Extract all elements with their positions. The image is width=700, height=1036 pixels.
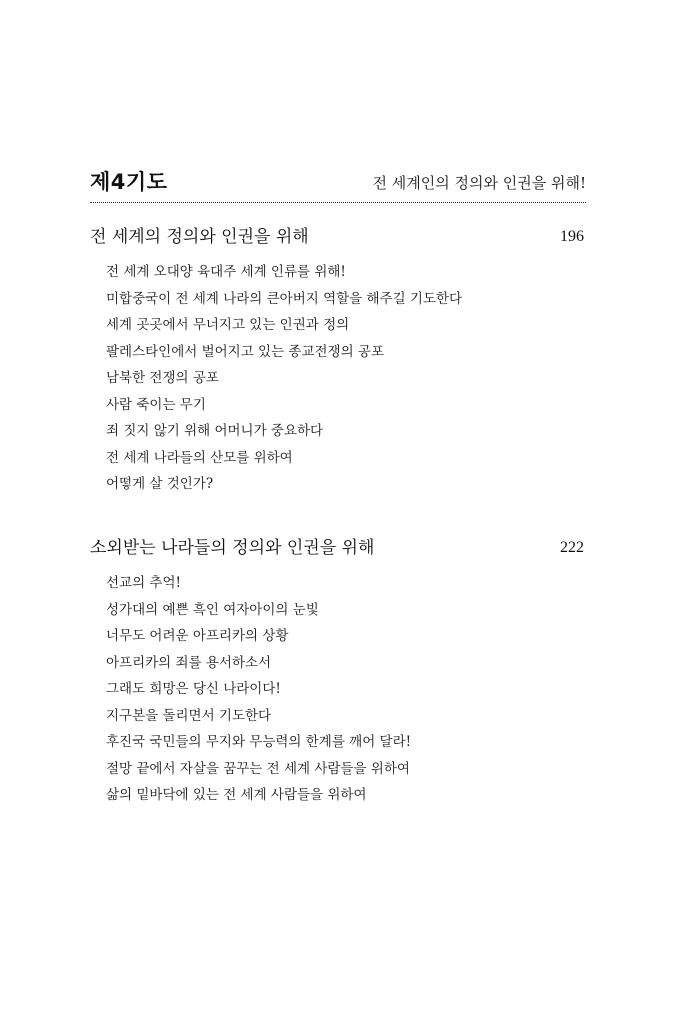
section-heading xyxy=(90,224,584,252)
section-page-number: 222 xyxy=(560,539,584,556)
toc-entry: 후진국 국민들의 무지와 무능력의 한계를 깨어 달라! xyxy=(106,734,412,750)
toc-section xyxy=(90,535,584,809)
toc-entry: 남북한 전쟁의 공포 xyxy=(106,370,219,386)
toc-entry: 전 세계 오대양 육대주 세계 인류를 위해! xyxy=(106,264,346,280)
toc-entry: 미합중국이 전 세계 나라의 큰아버지 역할을 해주길 기도한다 xyxy=(106,290,463,307)
entry-list xyxy=(90,259,584,498)
toc-entry: 아프리카의 죄를 용서하소서 xyxy=(106,654,272,671)
chapter-number: 제4기도 xyxy=(90,170,168,194)
toc-entry: 죄 짓지 않기 위해 어머니가 중요하다 xyxy=(106,423,324,439)
section-title: 전 세계의 정의와 인권을 위해 xyxy=(90,227,309,247)
section-heading xyxy=(90,535,584,563)
toc-entry: 지구본을 돌리면서 기도한다 xyxy=(106,707,272,724)
toc-entry: 그래도 희망은 당신 나라이다! xyxy=(106,681,281,697)
toc-entry: 세계 곳곳에서 무너지고 있는 인권과 정의 xyxy=(106,317,350,333)
toc-entry: 너무도 어려운 아프리카의 상황 xyxy=(106,628,289,644)
section-title: 소외받는 나라들의 정의와 인권을 위해 xyxy=(90,538,375,558)
toc-entry: 삶의 밑바닥에 있는 전 세계 사람들을 위하여 xyxy=(106,787,367,803)
entry-list xyxy=(90,570,584,809)
section-page-number: 196 xyxy=(560,228,584,245)
toc-entry: 전 세계 나라들의 산모를 위하여 xyxy=(106,449,293,466)
toc-entry: 팔레스타인에서 벌어지고 있는 종교전쟁의 공포 xyxy=(106,343,384,360)
toc-entry: 절망 끝에서 자살을 꿈꾸는 전 세계 사람들을 위하여 xyxy=(106,760,410,777)
toc-entry: 어떻게 살 것인가? xyxy=(106,476,214,492)
toc-entry: 선교의 추억! xyxy=(106,575,181,591)
chapter-title: 전 세계인의 정의와 인권을 위해! xyxy=(372,174,586,192)
toc-entry: 성가대의 예쁜 흑인 여자아이의 눈빛 xyxy=(106,601,319,618)
chapter-header xyxy=(90,168,586,203)
toc-entry: 사람 죽이는 무기 xyxy=(106,396,206,413)
toc-section xyxy=(90,224,584,498)
